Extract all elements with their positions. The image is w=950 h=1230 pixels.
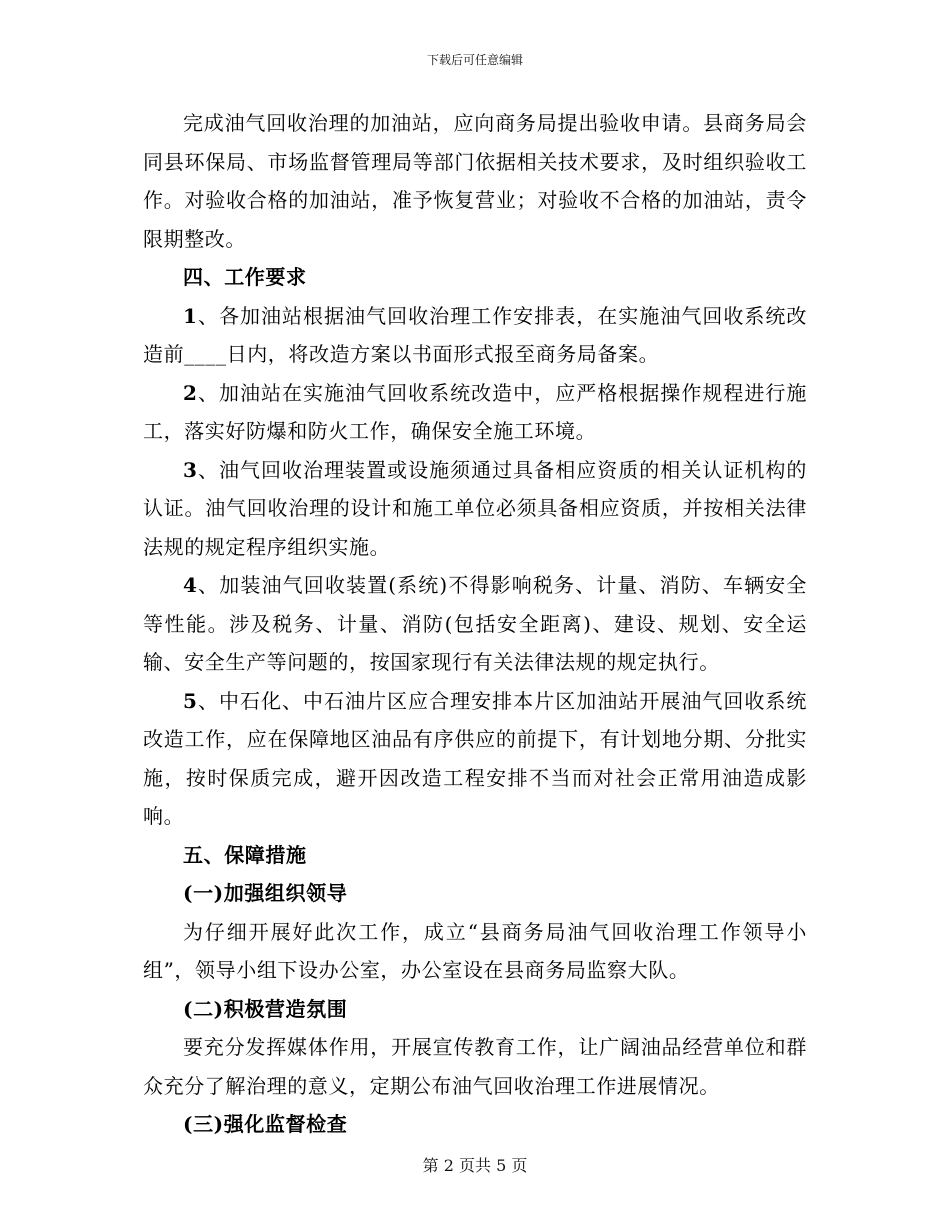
requirement-item-5 [143,682,807,836]
requirement-item-1 [143,297,807,374]
paragraph-organization: 为仔细开展好此次工作，成立“县商务局油气回收治理工作领导小组”，领导小组下设办公室，办公室设在县商务局监察大队。 [143,919,807,982]
item-number: 2 [183,380,198,405]
section-heading-work-requirements: 四、工作要求 [183,265,307,289]
requirement-item-3 [143,451,807,567]
subheading-organization: (一)加强组织领导 [183,881,348,905]
paragraph-atmosphere: 要充分发挥媒体作用，开展宣传教育工作，让广阔油品经营单位和群众充分了解治理的意义，定期公布油气回收治理工作进展情况。 [143,1035,807,1098]
subheading-supervision: (三)强化监督检查 [183,1112,348,1136]
subheading-atmosphere: (二)积极营造氛围 [183,996,348,1021]
item-number: 3 [183,457,198,482]
item-text: 、中石化、中石油片区应合理安排本片区加油站开展油气回收系统改造工作，应在保障地区油品有序供应的前提下，有计划地分期、分批实施，按时保质完成，避开因改造工程安排不当而对社会正常用油造成影响。 [143,688,807,828]
page-footer: 第 2 页共 5 页 [422,1156,528,1175]
item-number: 4 [183,573,198,597]
requirement-item-2 [143,374,807,451]
item-text: 、加油站在实施油气回收系统改造中，应严格根据操作规程进行施工，落实好防爆和防火工作，确保安全施工环境。 [143,380,807,443]
section-heading-safeguards: 五、保障措施 [183,842,307,867]
paragraph-acceptance: 完成油气回收治理的加油站，应向商务局提出验收申请。县商务局会同县环保局、市场监督管理局等部门依据相关技术要求，及时组织验收工作。对验收合格的加油站，准予恢复营业；对验收不合格的加油站，责令限期整改。 [143,111,807,251]
item-text: 、各加油站根据油气回收治理工作安排表，在实施油气回收系统改造前____日内，将改造方案以书面形式报至商务局备案。 [143,303,807,366]
requirement-item-4 [143,566,807,682]
item-number: 1 [183,303,198,328]
item-text: 、加装油气回收装置(系统)不得影响税务、计量、消防、车辆安全等性能。涉及税务、计量、消防(包括安全距离)、建设、规划、安全运输、安全生产等问题的，按国家现行有关法律法规的规定执行。 [143,573,807,674]
item-text: 、油气回收治理装置或设施须通过具备相应资质的相关认证机构的认证。油气回收治理的设计和施工单位必须具备相应资质，并按相关法律法规的规定程序组织实施。 [143,457,807,559]
document-body [143,104,807,1144]
item-number: 5 [183,688,198,713]
page-header: 下载后可任意编辑 [426,53,523,67]
